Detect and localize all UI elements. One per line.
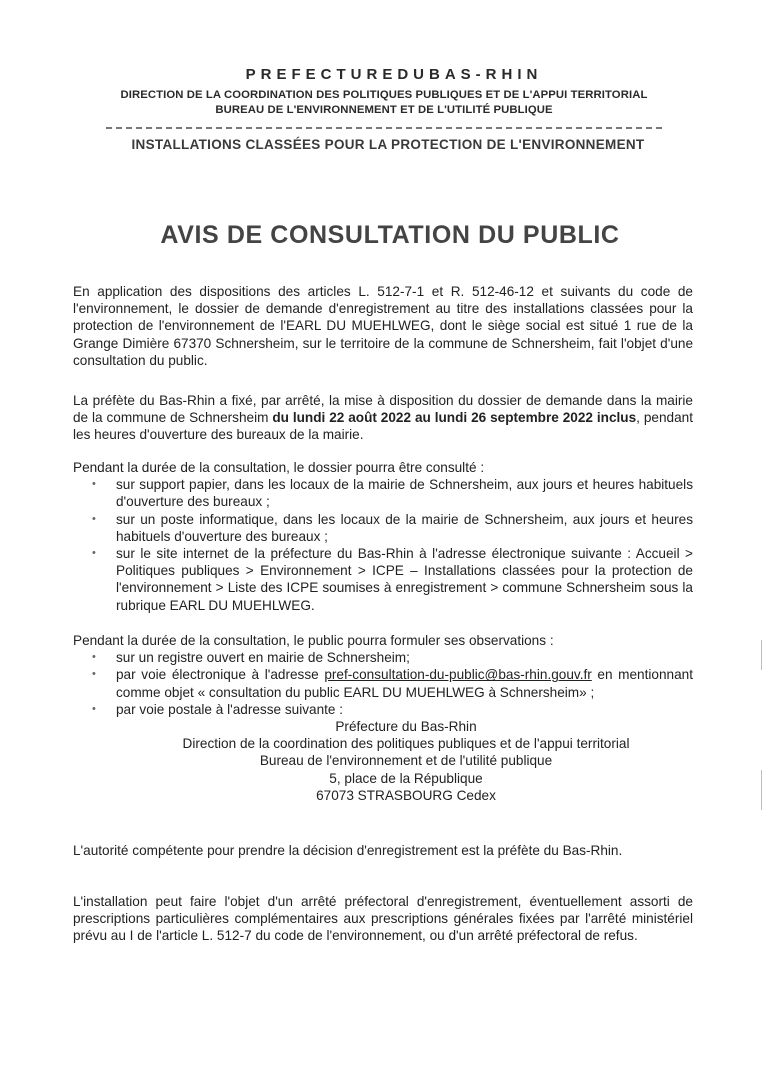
address-line: 5, place de la République [329, 770, 483, 786]
observations-intro: Pendant la durée de la consultation, le public pourra formuler ses observations : [73, 633, 554, 648]
bullet-icon: • [92, 702, 96, 715]
document-header [70, 66, 698, 152]
document-title: AVIS DE CONSULTATION DU PUBLIC [160, 221, 620, 249]
bullet-icon: • [92, 651, 96, 664]
list-item-text: par voie postale à l'adresse suivante : [116, 701, 344, 717]
list-item-text: par voie électronique à l'adresse [116, 667, 325, 683]
paragraph-dates-after: , pendant les heures d'ouverture des bureaux de la mairie. [73, 410, 693, 443]
scan-margin-mark [761, 640, 762, 670]
consultation-dates: du lundi 22 août 2022 au lundi 26 septembre 2022 inclus [272, 410, 637, 426]
bullet-icon: • [92, 547, 96, 560]
bullet-icon: • [92, 512, 96, 525]
list-item [73, 701, 693, 718]
paragraph-application: En application des dispositions des articles L. 512-7-1 et R. 512-46-12 et suivants du code de l'environnement, le dossier de demande d'enregistrement au titre des installations classées pour la protection de l'environnement de l'EARL DU MUEHLWEG, dont le siège social est situé 1 rue de la Grange Dimière 67370 Schnersheim, sur le territoire de la commune de Schnersheim, fait l'objet d'une consultation du public. [73, 284, 693, 368]
header-divider [106, 127, 662, 129]
observations-list [73, 649, 693, 718]
address-line: Direction de la coordination des politiques publiques et de l'appui territorial [182, 736, 630, 752]
bureau-name: BUREAU DE L'ENVIRONNEMENT ET DE L'UTILITÉ PUBLIQUE [215, 104, 553, 116]
bullet-icon: • [92, 478, 96, 491]
list-item [73, 649, 693, 666]
bullet-icon: • [92, 668, 96, 681]
direction-name: DIRECTION DE LA COORDINATION DES POLITIQUES PUBLIQUES ET DE L'APPUI TERRITORIAL [120, 89, 648, 101]
prefecture-name: PREFECTUREDUBAS-RHIN [245, 66, 543, 83]
list-item-text: sur un registre ouvert en mairie de Schnersheim; [116, 650, 410, 666]
address-line: Préfecture du Bas-Rhin [335, 719, 477, 735]
list-item [73, 511, 693, 545]
list-item-text: en mentionnant comme objet « consultation du public EARL DU MUEHLWEG à Schnersheim» ; [116, 667, 693, 700]
scan-margin-mark [761, 770, 762, 810]
paragraph-dates-before: La préfète du Bas-Rhin a fixé, par arrêté, la mise à disposition du dossier de demande dans la mairie de la commune de Schnersheim [73, 393, 693, 426]
subject-heading: INSTALLATIONS CLASSÉES POUR LA PROTECTION DE L'ENVIRONNEMENT [131, 137, 645, 152]
list-item [73, 545, 693, 614]
consultation-intro: Pendant la durée de la consultation, le dossier pourra être consulté : [73, 460, 485, 475]
consultation-section [73, 459, 693, 614]
paragraph-installation: L'installation peut faire l'objet d'un arrêté préfectoral d'enregistrement, éventuellement assorti de prescriptions particulières complémentaires aux prescriptions générales fixées par l'arrêté ministériel prévu au I de l'article L. 512-7 du code de l'environnement, ou d'un arrêté préfectoral de refus. [73, 894, 693, 944]
list-item-text: sur support papier, dans les locaux de la mairie de Schnersheim, aux jours et heures habituels d'ouverture des bureaux ; [116, 477, 693, 510]
paragraph-dates [73, 392, 693, 444]
address-line: Bureau de l'environnement et de l'utilité publique [259, 753, 553, 769]
list-item-text: sur le site internet de la préfecture du Bas-Rhin à l'adresse électronique suivante : Accueil > Politiques publiques > Environnement > ICPE – Installations classées pour la protection de l'environnement > Liste des ICPE soumises à enregistrement > commune Schnersheim sous la rubrique EARL DU MUEHLWEG. [116, 546, 693, 613]
list-item-text: sur un poste informatique, dans les locaux de la mairie de Schnersheim, aux jours et heures habituels d'ouverture des bureaux ; [116, 511, 693, 544]
consultation-list [73, 476, 693, 614]
email-link[interactable]: pref-consultation-du-public@bas-rhin.gouv.fr [324, 667, 592, 683]
postal-address [73, 718, 693, 804]
address-line: 67073 STRASBOURG Cedex [316, 787, 496, 803]
list-item [73, 476, 693, 510]
paragraph-authority: L'autorité compétente pour prendre la décision d'enregistrement est la préfète du Bas-Rhin. [73, 843, 623, 858]
observations-section [73, 632, 693, 804]
list-item [73, 666, 693, 700]
